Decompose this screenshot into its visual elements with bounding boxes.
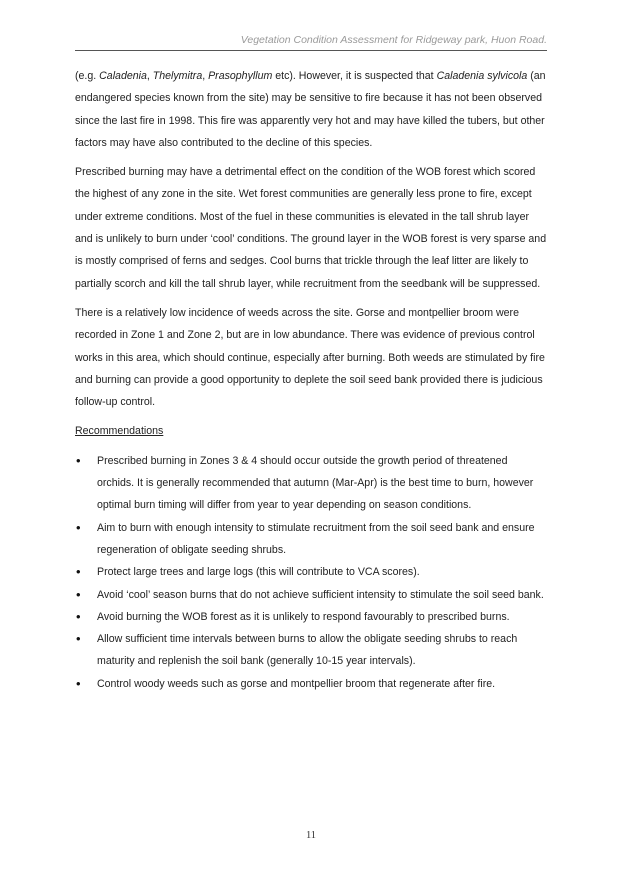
page-body [75,65,547,695]
running-header: Vegetation Condition Assessment for Ridgeway park, Huon Road. [240,34,547,46]
species-prasophyllum: Prasophyllum [208,70,273,82]
list-item: • Aim to burn with enough intensity to stimulate recruitment from the soil seed bank and ensure regeneration of obligate seeding shrubs. [75,517,547,562]
species-thelymitra: Thelymitra [152,70,203,82]
list-item: • Avoid burning the WOB forest as it is unlikely to respond favourably to prescribed burns. [75,606,547,628]
paragraph-wob-forest: Prescribed burning may have a detrimental effect on the condition of the WOB forest which scored the highest of any zone in the site. Wet forest communities are generally less prone to fire, except under extreme conditions. Most of the fuel in these communities is elevated in the tall shrub layer and is unlikely to burn under ‘cool’ conditions. The ground layer in the WOB forest is very sparse and is mostly comprised of ferns and sedges. Cool burns that trickle through the leaf litter are likely to partially scorch and kill the tall shrub layer, while recruitment from the seedbank will be suppressed. [75,166,547,290]
list-item: • Protect large trees and large logs (this will contribute to VCA scores). [75,561,547,583]
species-caladenia: Caladenia [99,70,147,82]
recommendations-heading: Recommendations [75,425,164,438]
list-item: • Control woody weeds such as gorse and montpellier broom that regenerate after fire. [75,673,547,695]
recommendations-list [75,450,547,695]
page-number: 11 [305,830,317,841]
header-rule [75,50,547,51]
species-caladenia-sylvicola: Caladenia sylvicola [436,70,528,82]
list-item: • Prescribed burning in Zones 3 & 4 should occur outside the growth period of threatened orchids. It is generally recommended that autumn (Mar-Apr) is the best time to burn, however optimal burn timing will differ from year to year depending on season conditions. [75,450,547,517]
list-item: • Avoid ‘cool’ season burns that do not achieve sufficient intensity to stimulate the soil seed bank. [75,584,547,606]
paragraph-weeds: There is a relatively low incidence of weeds across the site. Gorse and montpellier broom were recorded in Zone 1 and Zone 2, but are in low abundance. There was evidence of previous control works in this area, which should continue, especially after burning. Both weeds are stimulated by fire and burning can provide a good opportunity to deplete the soil seed bank provided there is judicious follow-up control. [75,306,545,409]
paragraph-orchid-fire: (e.g. Caladenia, Thelymitra, Prasophyllum etc). However, it is suspected that Caladenia sylvicola (an endangered species known from the site) may be sensitive to fire because it has not been observed since the last fire in 1998. This fire was apparently very hot and may have killed the tubers, but other factors may have also contributed to the decline of this species. [75,70,546,149]
list-item: • Allow sufficient time intervals between burns to allow the obligate seeding shrubs to reach maturity and replenish the soil bank (generally 10-15 year intervals). [75,628,547,673]
